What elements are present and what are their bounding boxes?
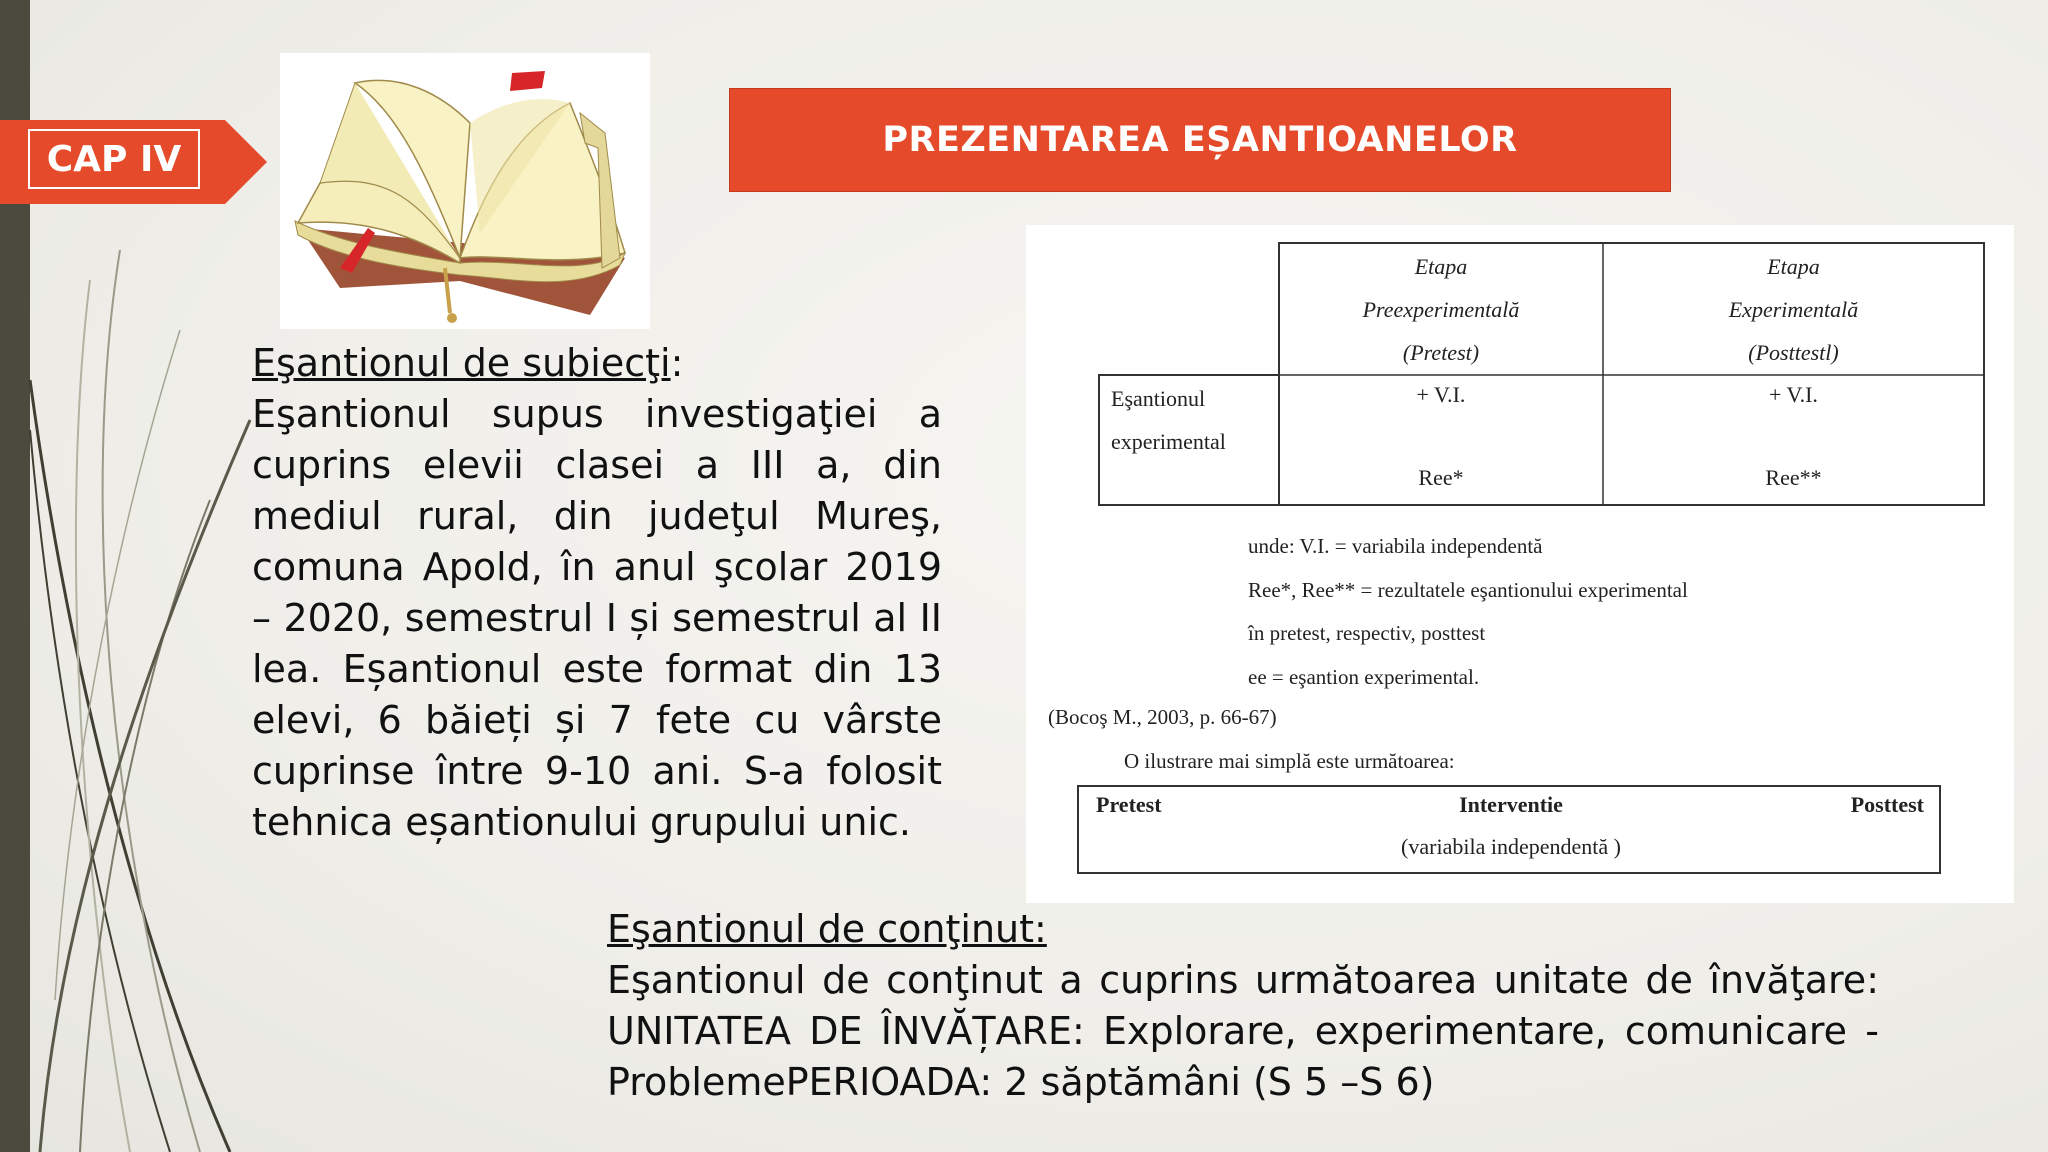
- slide-title: PREZENTAREA EȘANTIOANELOR: [729, 88, 1671, 192]
- row-label-line: experimental: [1111, 429, 1226, 454]
- vi-cell-1: + V.I.: [1416, 382, 1466, 407]
- content-body: Eşantionul de conţinut a cuprins următoarea unitate de învăţare: UNITATEA DE ÎNVĂȚARE: Explorare, experimentare, comunicare - ProblemePERIOADA: 2 săptămâni (S 5 –S 6): [607, 958, 1879, 1104]
- design-figure: [1026, 225, 2014, 903]
- chapter-label: CAP IV: [28, 129, 200, 189]
- col1-line: Preexperimentală: [1362, 297, 1520, 322]
- ree-cell-2: Ree**: [1765, 465, 1822, 490]
- vi-cell-2: + V.I.: [1769, 382, 1818, 407]
- row-label-line: Eşantionul: [1111, 386, 1206, 411]
- simple-posttest: Posttest: [1850, 792, 1924, 817]
- simple-interventie: Interventie: [1459, 792, 1563, 817]
- col2-line: Etapa: [1767, 254, 1820, 279]
- simple-pretest: Pretest: [1096, 792, 1162, 817]
- legend-note: ee = eşantion experimental.: [1248, 664, 1480, 689]
- intro-text: O ilustrare mai simplă este următoarea:: [1124, 749, 1455, 773]
- simple-variabila: (variabila independentă ): [1401, 834, 1621, 859]
- legend-notes: [1248, 525, 1688, 699]
- col1-line: Etapa: [1414, 254, 1468, 279]
- subjects-heading-colon: :: [670, 341, 684, 385]
- citation: (Bocoş M., 2003, p. 66-67): [1048, 705, 1277, 729]
- row-label: [1111, 377, 1226, 463]
- ree-cell-1: Ree*: [1418, 465, 1464, 490]
- subjects-section: [252, 338, 942, 848]
- legend-note: Ree*, Ree** = rezultatele eşantionului experimental: [1248, 577, 1688, 602]
- content-heading: Eşantionul de conţinut:: [607, 907, 1047, 951]
- col2-line: (Posttestl): [1748, 340, 1839, 365]
- col2-line: Experimentală: [1728, 297, 1859, 322]
- col1-line: (Pretest): [1402, 340, 1480, 365]
- subjects-heading: Eşantionul de subiecţi: [252, 341, 671, 385]
- col1-header: [1279, 245, 1603, 374]
- col2-header: [1603, 245, 1984, 374]
- subjects-body: Eşantionul supus investigaţiei a cuprins elevii clasei a III a, din mediul rural, din judeţul Mureş, comuna Apold, în anul şcolar 2019 – 2020, semestrul I și semestrul al II lea. Eșantionul este format din 13 elevi, 6 băieți și 7 fete cu vârste cuprinse între 9-10 ani. S-a folosit tehnica eșantionului grupului unic.: [252, 392, 942, 844]
- open-book-illustration: [280, 53, 650, 329]
- legend-note: unde: V.I. = variabila independentă: [1248, 534, 1543, 558]
- content-section: [607, 904, 1879, 1108]
- legend-note: în pretest, respectiv, posttest: [1248, 621, 1486, 645]
